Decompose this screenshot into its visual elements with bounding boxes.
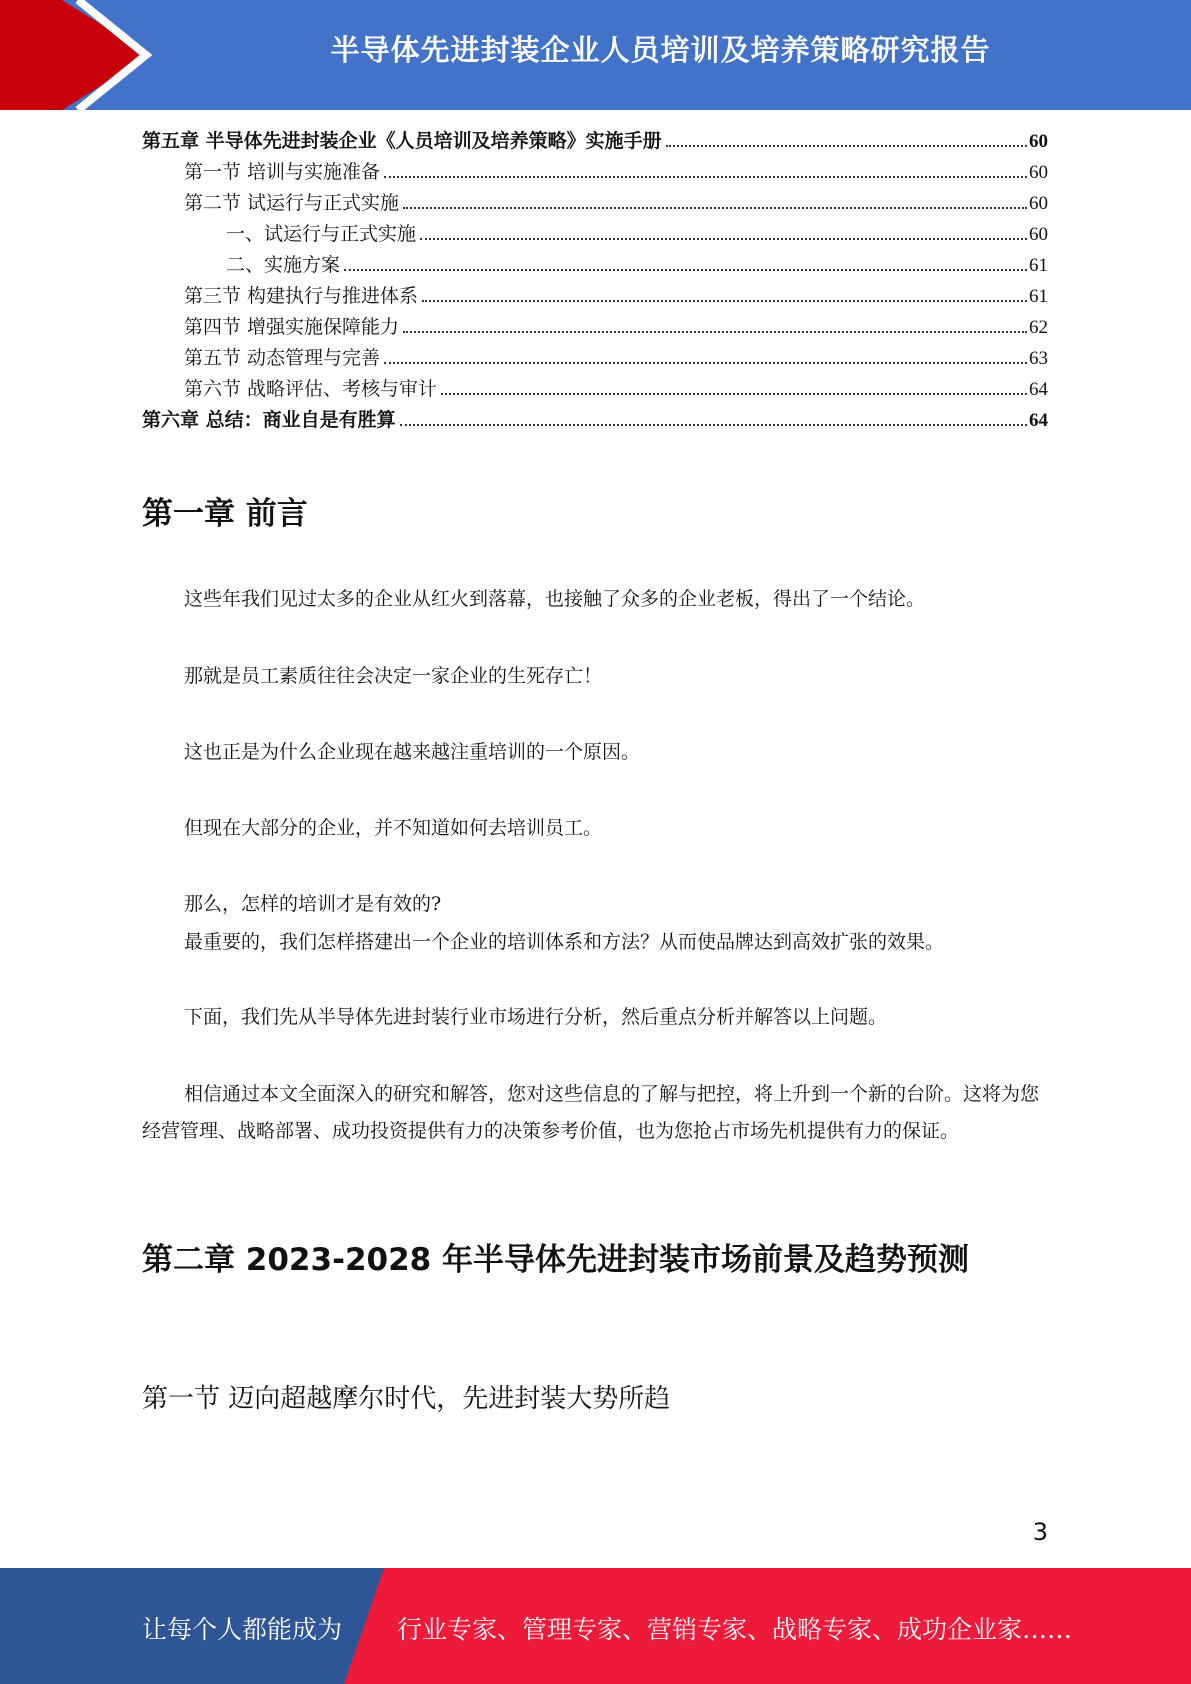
toc-entry-page: 64: [1029, 410, 1048, 431]
paragraph: 下面，我们先从半导体先进封装行业市场进行分析，然后重点分析并解答以上问题。: [184, 1006, 888, 1028]
toc-entry[interactable]: [142, 281, 1048, 312]
toc-entry-page: 60: [1029, 131, 1048, 152]
toc-entry-label: 第五章 半导体先进封装企业《人员培训及培养策略》实施手册: [142, 130, 662, 152]
page-number: 3: [1032, 1518, 1048, 1546]
section-1-heading: 第一节 迈向超越摩尔时代，先进封装大势所趋: [142, 1384, 671, 1414]
toc-entry[interactable]: [142, 405, 1048, 436]
toc-entry-label: 第三节 构建执行与推进体系: [184, 285, 419, 307]
toc-entry-page: 61: [1029, 286, 1048, 307]
toc-entry[interactable]: [142, 157, 1048, 188]
toc-entry-label: 第五节 动态管理与完善: [184, 347, 381, 369]
report-title: 半导体先进封装企业人员培训及培养策略研究报告: [330, 33, 991, 67]
toc-entry-page: 64: [1029, 379, 1048, 400]
toc-entry[interactable]: [142, 343, 1048, 374]
toc-entry-page: 60: [1029, 224, 1048, 245]
paragraph: 那么，怎样的培训才是有效的?: [184, 893, 442, 915]
toc-entry-label: 二、实施方案: [226, 254, 341, 276]
table-of-contents: [142, 126, 1048, 436]
footer-slogan-right: 行业专家、管理专家、营销专家、战略专家、成功企业家……: [397, 1615, 1073, 1644]
paragraph: 那就是员工素质往往会决定一家企业的生死存亡！: [184, 665, 603, 687]
toc-entry-label: 第二节 试运行与正式实施: [184, 192, 400, 214]
chapter-1-heading: 第一章 前言: [142, 496, 308, 532]
toc-entry[interactable]: [142, 126, 1048, 157]
toc-entry-page: 60: [1029, 162, 1048, 183]
toc-entry[interactable]: [142, 374, 1048, 405]
toc-entry[interactable]: [142, 312, 1048, 343]
toc-entry-page: 63: [1029, 348, 1048, 369]
footer-slogan-left: 让每个人都能成为: [142, 1615, 343, 1644]
chapter-2-heading: 第二章 2023-2028 年半导体先进封装市场前景及趋势预测: [142, 1242, 970, 1278]
toc-entry-label: 第六节 战略评估、考核与审计: [184, 378, 438, 400]
paragraph: 最重要的，我们怎样搭建出一个企业的培训体系和方法？从而使品牌达到高效扩张的效果。: [184, 931, 945, 953]
page-footer: [0, 1568, 1191, 1684]
toc-entry-label: 一、试运行与正式实施: [226, 223, 417, 245]
toc-entry[interactable]: [142, 188, 1048, 219]
paragraph: 这也正是为什么企业现在越来越注重培训的一个原因。: [184, 741, 641, 763]
toc-entry-page: 61: [1029, 255, 1048, 276]
toc-entry-page: 62: [1029, 317, 1048, 338]
toc-entry[interactable]: [142, 219, 1048, 250]
paragraph: 但现在大部分的企业，并不知道如何去培训员工。: [184, 817, 603, 839]
paragraph: 这些年我们见过太多的企业从红火到落幕，也接触了众多的企业老板，得出了一个结论。: [184, 588, 926, 610]
toc-entry-label: 第四节 增强实施保障能力: [184, 316, 400, 338]
toc-entry[interactable]: [142, 250, 1048, 281]
paragraph: 相信通过本文全面深入的研究和解答，您对这些信息的了解与把控，将上升到一个新的台阶。这将为您经营管理、战略部署、成功投资提供有力的决策参考价值，也为您抢占市场先机提供有力的保证。: [142, 1083, 1040, 1142]
toc-entry-label: 第一节 培训与实施准备: [184, 161, 381, 183]
page-header: [0, 0, 1191, 110]
toc-entry-label: 第六章 总结：商业自是有胜算: [142, 409, 396, 431]
toc-entry-page: 60: [1029, 193, 1048, 214]
